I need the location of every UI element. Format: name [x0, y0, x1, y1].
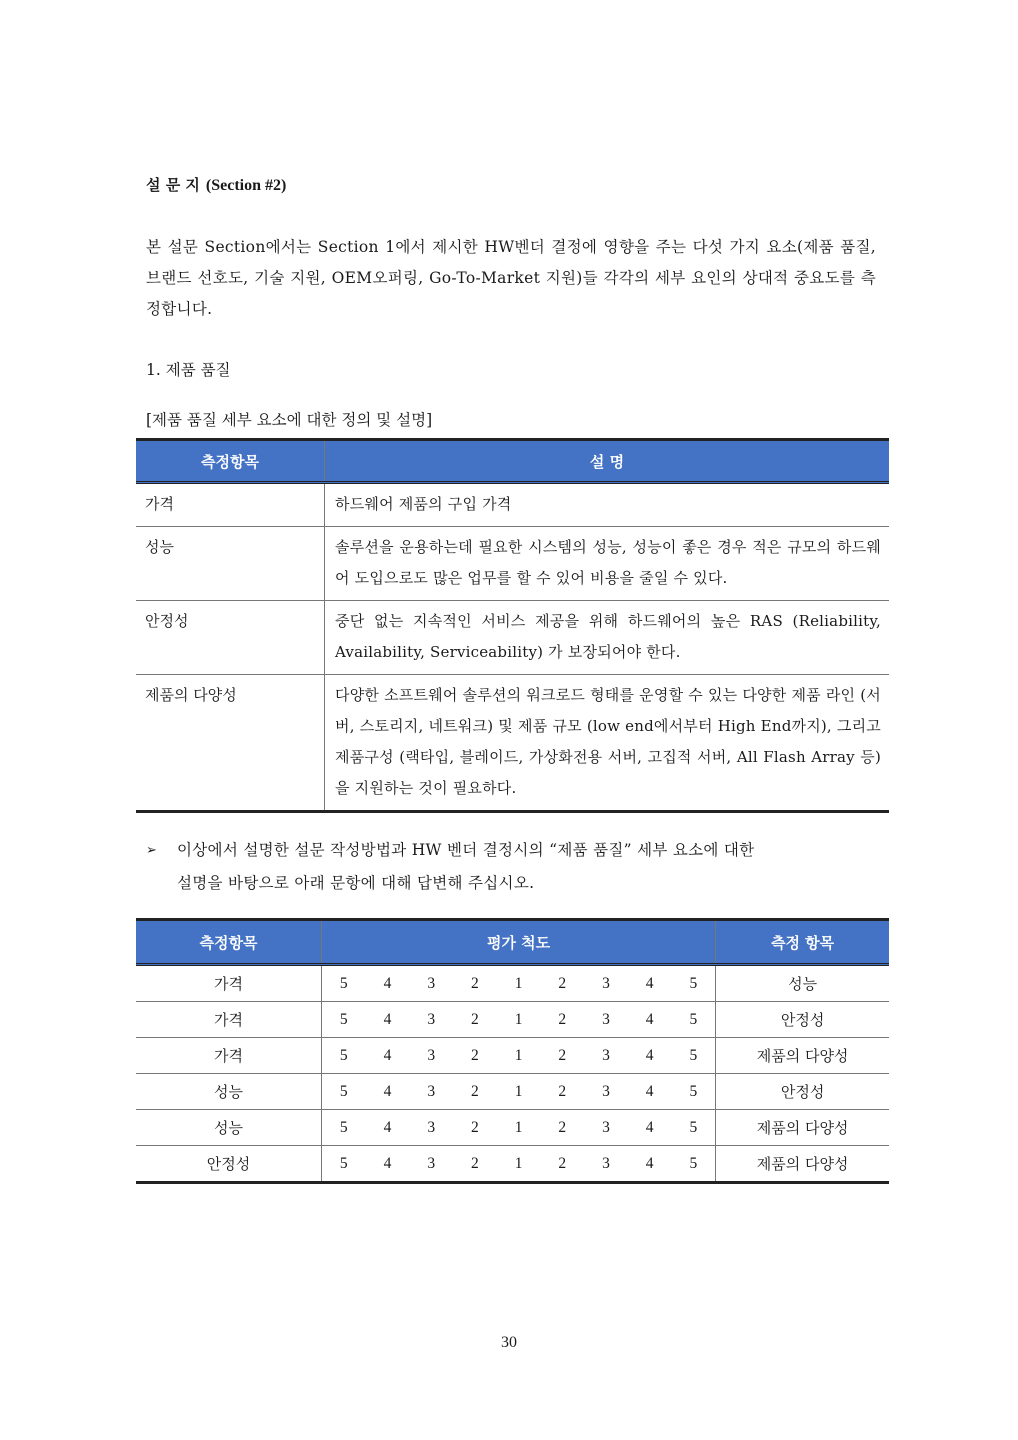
definition-table-caption: [제품 품질 세부 요소에 대한 정의 및 설명]	[146, 411, 433, 429]
definition-desc: 다양한 소프트웨어 솔루션의 워크로드 형태를 운영할 수 있는 다양한 제품 라인 (서버, 스토리지, 네트워크) 및 제품 규모 (low end에서부터 High End까지), 그리고 제품구성 (랙타입, 블레이드, 가상화전용 서버, 고집적 서버, All Flash Array 등)을 지원하는 것이 필요하다.	[325, 675, 890, 812]
definition-item: 가격	[136, 483, 325, 527]
rating-scale-option[interactable]: 5	[321, 1038, 365, 1074]
definition-table-header-row	[136, 440, 889, 483]
rating-table-header-row	[136, 920, 889, 965]
rating-scale-option[interactable]: 5	[671, 1110, 715, 1146]
rating-scale-option[interactable]: 1	[497, 1074, 541, 1110]
rating-scale-option[interactable]: 5	[671, 1074, 715, 1110]
rating-scale-option[interactable]: 4	[366, 965, 410, 1002]
definition-item: 안정성	[136, 601, 325, 675]
rating-scale-option[interactable]: 5	[321, 1002, 365, 1038]
definition-header-desc: 설 명	[325, 440, 890, 483]
rating-scale-option[interactable]: 4	[628, 1002, 672, 1038]
rating-scale-option[interactable]: 3	[409, 965, 453, 1002]
rating-scale-table	[136, 918, 889, 1184]
definition-table	[136, 438, 889, 813]
survey-title	[146, 174, 286, 195]
rating-left-item: 가격	[136, 1002, 321, 1038]
rating-right-item: 성능	[716, 965, 889, 1002]
rating-header-scale: 평가 척도	[321, 920, 715, 965]
rating-right-item: 제품의 다양성	[716, 1146, 889, 1183]
rating-scale-option[interactable]: 4	[366, 1002, 410, 1038]
definition-desc: 솔루션을 운용하는데 필요한 시스템의 성능, 성능이 좋은 경우 적은 규모의 하드웨어 도입으로도 많은 업무를 할 수 있어 비용을 줄일 수 있다.	[325, 527, 890, 601]
rating-row	[136, 1146, 889, 1183]
rating-scale-option[interactable]: 4	[628, 1146, 672, 1183]
rating-scale-option[interactable]: 2	[453, 1038, 497, 1074]
rating-scale-option[interactable]: 2	[540, 1038, 584, 1074]
definition-row	[136, 483, 889, 527]
rating-scale-option[interactable]: 4	[628, 1074, 672, 1110]
rating-scale-option[interactable]: 2	[453, 1146, 497, 1183]
rating-scale-option[interactable]: 3	[584, 1110, 628, 1146]
rating-scale-option[interactable]: 3	[584, 1146, 628, 1183]
definition-header-item: 측정항목	[136, 440, 325, 483]
rating-scale-option[interactable]: 1	[497, 1146, 541, 1183]
rating-scale-option[interactable]: 5	[671, 1146, 715, 1183]
rating-scale-option[interactable]: 4	[366, 1038, 410, 1074]
rating-scale-option[interactable]: 3	[409, 1146, 453, 1183]
rating-scale-option[interactable]: 5	[321, 1146, 365, 1183]
instruction-line-1: 이상에서 설명한 설문 작성방법과 HW 벤더 결정시의 “제품 품질” 세부 요소에 대한	[177, 841, 755, 859]
rating-scale-option[interactable]: 1	[497, 965, 541, 1002]
rating-left-item: 안정성	[136, 1146, 321, 1183]
definition-row	[136, 601, 889, 675]
rating-scale-option[interactable]: 3	[584, 965, 628, 1002]
rating-scale-option[interactable]: 2	[540, 1146, 584, 1183]
rating-scale-option[interactable]: 2	[453, 1074, 497, 1110]
survey-section-label: (Section #2)	[205, 177, 287, 194]
rating-left-item: 성능	[136, 1110, 321, 1146]
rating-scale-option[interactable]: 5	[671, 965, 715, 1002]
page-number: 30	[501, 1334, 517, 1351]
definition-row	[136, 675, 889, 812]
rating-right-item: 제품의 다양성	[716, 1038, 889, 1074]
intro-paragraph: 본 설문 Section에서는 Section 1에서 제시한 HW벤더 결정에 영향을 주는 다섯 가지 요소(제품 품질, 브랜드 선호도, 기술 지원, OEM오퍼링, Go-To-Market 지원)들 각각의 세부 요인의 상대적 중요도를 측정합니다.	[146, 238, 876, 318]
rating-scale-option[interactable]: 4	[628, 1038, 672, 1074]
rating-scale-option[interactable]: 4	[628, 965, 672, 1002]
rating-scale-option[interactable]: 1	[497, 1038, 541, 1074]
rating-right-item: 안정성	[716, 1074, 889, 1110]
definition-desc: 중단 없는 지속적인 서비스 제공을 위해 하드웨어의 높은 RAS (Reliability, Availability, Serviceability) 가 보장되어야 한다.	[325, 601, 890, 675]
rating-scale-option[interactable]: 3	[409, 1110, 453, 1146]
survey-title-text: 설 문 지	[146, 176, 200, 194]
rating-scale-option[interactable]: 3	[584, 1038, 628, 1074]
rating-scale-option[interactable]: 5	[321, 965, 365, 1002]
rating-scale-option[interactable]: 3	[584, 1002, 628, 1038]
rating-scale-option[interactable]: 4	[366, 1146, 410, 1183]
rating-scale-option[interactable]: 3	[584, 1074, 628, 1110]
rating-scale-option[interactable]: 4	[366, 1074, 410, 1110]
rating-right-item: 제품의 다양성	[716, 1110, 889, 1146]
rating-left-item: 가격	[136, 965, 321, 1002]
rating-scale-option[interactable]: 5	[671, 1038, 715, 1074]
rating-scale-option[interactable]: 2	[540, 1074, 584, 1110]
arrow-bullet-icon: ➢	[146, 843, 157, 858]
rating-row	[136, 1074, 889, 1110]
instruction-line-2: 설명을 바탕으로 아래 문항에 대해 답변해 주십시오.	[177, 874, 535, 892]
section-heading: 1. 제품 품질	[146, 361, 231, 379]
definition-desc: 하드웨어 제품의 구입 가격	[325, 483, 890, 527]
rating-row	[136, 1110, 889, 1146]
rating-scale-option[interactable]: 1	[497, 1110, 541, 1146]
rating-scale-option[interactable]: 5	[321, 1074, 365, 1110]
rating-scale-option[interactable]: 5	[321, 1110, 365, 1146]
rating-row	[136, 1002, 889, 1038]
rating-scale-option[interactable]: 2	[453, 1002, 497, 1038]
rating-scale-option[interactable]: 3	[409, 1002, 453, 1038]
rating-right-item: 안정성	[716, 1002, 889, 1038]
definition-item: 성능	[136, 527, 325, 601]
rating-left-item: 가격	[136, 1038, 321, 1074]
rating-row	[136, 1038, 889, 1074]
rating-scale-option[interactable]: 2	[453, 1110, 497, 1146]
rating-scale-option[interactable]: 1	[497, 1002, 541, 1038]
definition-item: 제품의 다양성	[136, 675, 325, 812]
definition-row	[136, 527, 889, 601]
rating-scale-option[interactable]: 3	[409, 1074, 453, 1110]
rating-scale-option[interactable]: 5	[671, 1002, 715, 1038]
instruction-note	[146, 834, 846, 900]
rating-scale-option[interactable]: 2	[540, 965, 584, 1002]
rating-scale-option[interactable]: 2	[540, 1110, 584, 1146]
rating-row	[136, 965, 889, 1002]
rating-scale-option[interactable]: 4	[628, 1110, 672, 1146]
rating-header-right-item: 측정 항목	[716, 920, 889, 965]
rating-header-left-item: 측정항목	[136, 920, 321, 965]
rating-scale-option[interactable]: 3	[409, 1038, 453, 1074]
rating-scale-option[interactable]: 2	[540, 1002, 584, 1038]
rating-scale-option[interactable]: 4	[366, 1110, 410, 1146]
rating-left-item: 성능	[136, 1074, 321, 1110]
rating-scale-option[interactable]: 2	[453, 965, 497, 1002]
